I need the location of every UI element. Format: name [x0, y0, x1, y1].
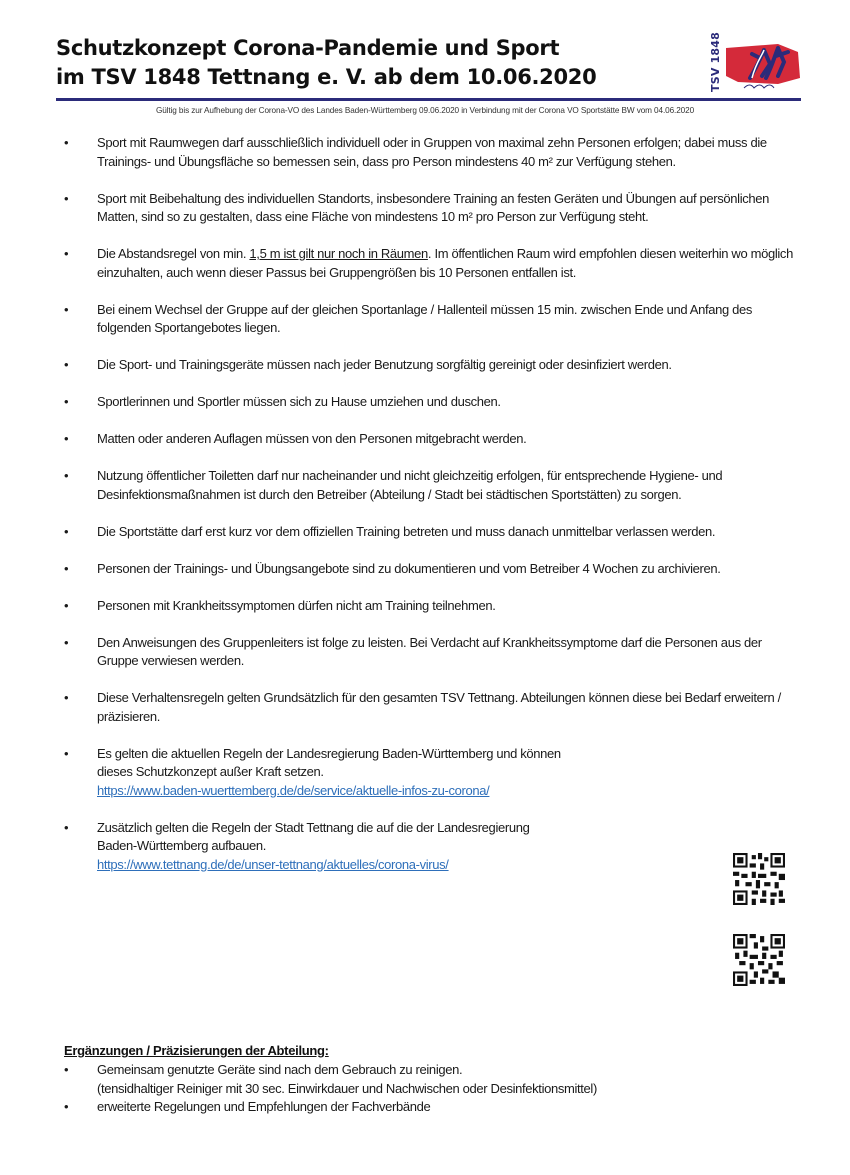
rule-text-line2: Baden-Württemberg aufbauen.: [97, 838, 267, 853]
rule-item: [64, 689, 804, 726]
supplement-text-line1: erweiterte Regelungen und Empfehlungen der Fachverbände: [97, 1099, 431, 1114]
rule-text: Matten oder anderen Auflagen müssen von den Personen mitgebracht werden.: [97, 431, 527, 446]
bullet-icon: •: [64, 1099, 69, 1114]
rule-text: Sport mit Beibehaltung des individuellen Standorts, insbesondere Training an festen Geräten und Übungen auf persönlichen Matten, sind so zu gestalten, dass eine Fläche von mindestens 10 m² pro Person zur Verfügung steht.: [97, 190, 770, 224]
rule-text: Die Sport- und Trainingsgeräte müssen nach jeder Benutzung sorgfältig gereinigt oder desinfiziert werden.: [97, 357, 672, 372]
tsv-logo: [708, 32, 804, 92]
bullet-icon: •: [64, 468, 69, 483]
rule-item: [64, 190, 804, 227]
rule-text: Diese Verhaltensregeln gelten Grundsätzlich für den gesamten TSV Tettnang. Abteilungen können diese bei Bedarf erweitern / präzisieren.: [97, 690, 781, 724]
rule-text: Nutzung öffentlicher Toiletten darf nur nacheinander und nicht gleichzeitig erfolgen, für entsprechende Hygiene- und Desinfektionsmaßnahmen ist durch den Betreiber (Abteilung / Stadt bei städtischen Sportstätten) zu sorgen.: [97, 468, 723, 502]
bullet-icon: •: [64, 357, 69, 372]
qr-code-city-icon[interactable]: [733, 934, 785, 986]
bullet-icon: •: [64, 394, 69, 409]
rule-item: [64, 134, 804, 171]
bullet-icon: •: [64, 597, 69, 613]
bullet-icon: •: [64, 634, 69, 650]
rule-text-line2: dieses Schutzkonzept außer Kraft setzen.: [97, 764, 324, 779]
rule-item: [64, 597, 804, 616]
supplement-text-line1: Gemeinsam genutzte Geräte sind nach dem Gebrauch zu reinigen.: [97, 1062, 463, 1077]
rule-text-line1: Es gelten die aktuellen Regeln der Landesregierung Baden-Württemberg und können: [97, 745, 561, 761]
rule-text: Den Anweisungen des Gruppenleiters ist folge zu leisten. Bei Verdacht auf Krankheitssymptome darf die Personen aus der Gruppe verwiesen werden.: [97, 634, 762, 668]
bullet-icon: •: [64, 301, 69, 317]
rule-item: [64, 356, 804, 375]
rule-item: [64, 560, 804, 579]
bullet-icon: •: [64, 745, 69, 761]
rule-text: Sportlerinnen und Sportler müssen sich zu Hause umziehen und duschen.: [97, 394, 501, 409]
supplement-list: [64, 1061, 804, 1117]
rule-text-post: . Im öffentlichen Raum wird empfohlen diesen weiterhin wo möglich einzuhalten, auch wenn dieser Passus bei Gruppengrößen bis 10 Personen entfallen ist.: [97, 246, 793, 280]
bullet-icon: •: [64, 690, 69, 705]
city-corona-link[interactable]: https://www.tettnang.de/de/unser-tettnang/aktuelles/corona-virus/: [97, 856, 449, 872]
rule-text-line1: Zusätzlich gelten die Regeln der Stadt Tettnang die auf die der Landesregierung: [97, 819, 530, 835]
rules-list: [64, 134, 804, 893]
rule-item: [64, 430, 804, 449]
rule-text: Sport mit Raumwegen darf ausschließlich individuell oder in Gruppen von maximal zehn Personen erfolgen; dabei muss die Trainings- und Übungsfläche so bemessen sein, dass pro Person mindestens 40 m² zur Verfügung stehen.: [97, 135, 767, 169]
rule-text-pre: Die Abstandsregel von min.: [97, 246, 250, 261]
validity-note: Gültig bis zur Aufhebung der Corona-VO des Landes Baden-Württemberg 09.06.2020 in Verbindung mit der Corona VO Sportstätte BW vom 04.06.2020: [155, 106, 695, 115]
supplement-item: [64, 1061, 804, 1098]
rule-item-city-link: [64, 819, 657, 875]
supplement-text-line2: (tensidhaltiger Reiniger mit 30 sec. Einwirkdauer und Nachwischen oder Desinfektionsmittel): [97, 1080, 597, 1096]
qr-code-state-icon[interactable]: [733, 853, 785, 905]
header-divider: [56, 98, 801, 101]
logo-text: TSV 1848: [709, 32, 722, 92]
title-line-2: im TSV 1848 Tettnang e. V. ab dem 10.06.2020: [56, 65, 597, 89]
bullet-icon: •: [64, 246, 69, 261]
rule-item: [64, 634, 804, 671]
rule-text: Die Sportstätte darf erst kurz vor dem offiziellen Training betreten und muss danach unmittelbar verlassen werden.: [97, 523, 716, 539]
rule-item: [64, 245, 804, 282]
rule-item: [64, 301, 804, 338]
bullet-icon: •: [64, 819, 69, 835]
rule-text: Bei einem Wechsel der Gruppe auf der gleichen Sportanlage / Hallenteil müssen 15 min. zwischen Ende und Anfang des folgenden Sportangebotes liegen.: [97, 301, 753, 335]
rule-text-underlined: 1,5 m ist gilt nur noch in Räumen: [249, 246, 428, 261]
bullet-icon: •: [64, 523, 69, 539]
rule-item: [64, 523, 804, 542]
rule-item-state-link: [64, 745, 657, 801]
rule-item: [64, 393, 804, 412]
rule-text: Personen mit Krankheitssymptomen dürfen nicht am Training teilnehmen.: [97, 597, 496, 613]
bullet-icon: •: [64, 560, 69, 576]
supplement-item: [64, 1098, 804, 1117]
supplement-heading: Ergänzungen / Präzisierungen der Abteilung:: [64, 1043, 329, 1058]
bullet-icon: •: [64, 190, 69, 206]
state-corona-link[interactable]: https://www.baden-wuerttemberg.de/de/service/aktuelle-infos-zu-corona/: [97, 782, 490, 798]
bullet-icon: •: [64, 431, 69, 446]
rule-text: Personen der Trainings- und Übungsangebote sind zu dokumentieren und vom Betreiber 4 Wochen zu archivieren.: [97, 560, 721, 576]
rule-item: [64, 467, 804, 504]
title-line-1: Schutzkonzept Corona-Pandemie und Sport: [56, 36, 560, 60]
bullet-icon: •: [64, 135, 69, 150]
bullet-icon: •: [64, 1062, 69, 1077]
document-title: [56, 34, 596, 92]
